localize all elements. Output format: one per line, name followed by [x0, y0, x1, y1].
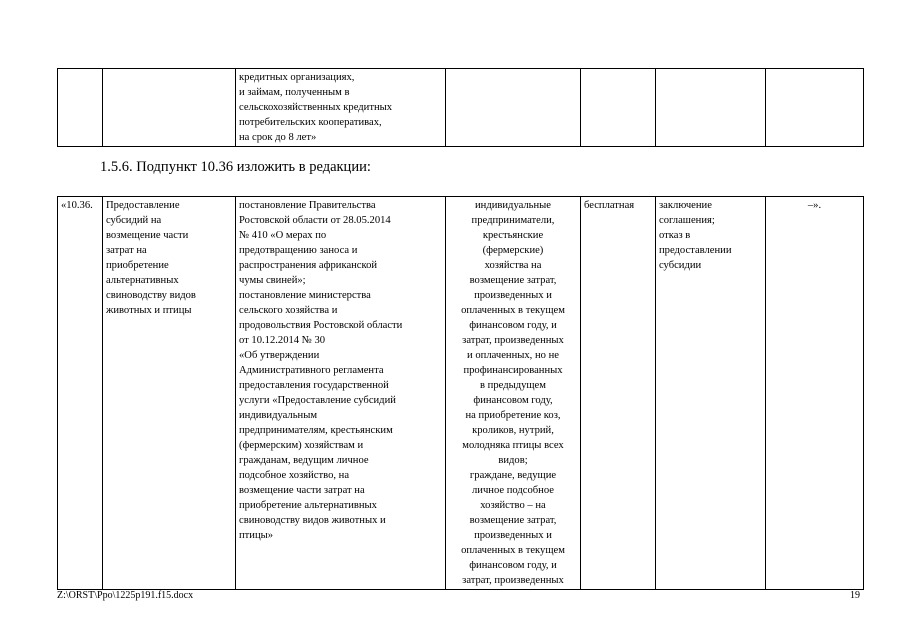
text-line: и займам, полученным в: [239, 87, 350, 98]
cell: [766, 69, 864, 147]
text-line: продовольствия Ростовской области: [239, 320, 403, 331]
text-line: молодняка птицы всех: [462, 440, 564, 451]
last-cell: –».: [766, 197, 864, 590]
text-line: «Об утверждении: [239, 350, 320, 361]
text-line: птицы»: [239, 530, 274, 541]
text-line: постановление Правительства: [239, 200, 376, 211]
text-line: предоставлении: [659, 245, 732, 256]
text-line: возмещение затрат,: [469, 275, 557, 286]
text-line: финансовом году, и: [469, 320, 557, 331]
text-line: от 10.12.2014 № 30: [239, 335, 326, 346]
text-line: № 410 «О мерах по: [239, 230, 327, 241]
text-line: чумы свиней»;: [239, 275, 306, 286]
text-line: Ростовской области от 28.05.2014: [239, 215, 391, 226]
text-line: в предыдущем: [480, 380, 546, 391]
cell: [103, 69, 236, 147]
text-line: и оплаченных, но не: [467, 350, 559, 361]
text-line: личное подсобное: [472, 485, 554, 496]
page-number: 19: [850, 590, 860, 601]
text-line: возмещение части затрат на: [239, 485, 365, 496]
basis-cell: [236, 69, 446, 147]
result: [656, 197, 766, 590]
text-line: возмещение затрат,: [469, 515, 557, 526]
text-line: финансовом году, и: [469, 560, 557, 571]
text-line: оплаченных в текущем: [461, 545, 565, 556]
text-line: сельскохозяйственных кредитных: [239, 102, 393, 113]
text-line: предоставления государственной: [239, 380, 389, 391]
text-line: возмещение части: [106, 230, 189, 241]
text-line: затрат, произведенных: [462, 575, 564, 586]
text-line: потребительских кооперативах,: [239, 117, 382, 128]
text-line: затрат, произведенных: [462, 335, 564, 346]
recipients: [446, 197, 581, 590]
text-line: Административного регламента: [239, 365, 384, 376]
text-line: предпринимателям, крестьянским: [239, 425, 393, 436]
text-line: свиноводству видов животных и: [239, 515, 386, 526]
text-line: сельского хозяйства и: [239, 305, 338, 316]
text-line: (фермерские): [482, 245, 544, 256]
cell: [656, 69, 766, 147]
text-line: профинансированных: [463, 365, 563, 376]
text-line: на срок до 8 лет»: [239, 132, 317, 143]
text-line: хозяйство – на: [480, 500, 546, 511]
text-line: граждане, ведущие: [469, 470, 557, 481]
text-line: подсобное хозяйство, на: [239, 470, 350, 481]
text-line: альтернативных: [106, 275, 179, 286]
text-line: видов;: [498, 455, 528, 466]
text-line: произведенных и: [474, 530, 552, 541]
text-line: постановление министерства: [239, 290, 371, 301]
service-name: [103, 197, 236, 590]
legal-basis: [236, 197, 446, 590]
text-line: крестьянские: [482, 230, 544, 241]
cost: бесплатная: [581, 197, 656, 590]
cell: [581, 69, 656, 147]
cell: [446, 69, 581, 147]
text-line: гражданам, ведущим личное: [239, 455, 369, 466]
text-line: произведенных и: [474, 290, 552, 301]
text-line: распространения африканской: [239, 260, 378, 271]
text-line: отказ в: [659, 230, 691, 241]
text-line: на приобретение коз,: [465, 410, 561, 421]
text-line: приобретение альтернативных: [239, 500, 377, 511]
text-line: индивидуальным: [239, 410, 318, 421]
text-line: приобретение: [106, 260, 169, 271]
text-line: кроликов, нутрий,: [472, 425, 554, 436]
text-line: предотвращению заноса и: [239, 245, 358, 256]
text-line: животных и птицы: [106, 305, 192, 316]
section-heading: 1.5.6. Подпункт 10.36 изложить в редакции:: [100, 159, 371, 175]
text-line: заключение: [659, 200, 712, 211]
text-line: услуги «Предоставление субсидий: [239, 395, 396, 406]
text-line: (фермерским) хозяйствам и: [239, 440, 364, 451]
text-line: субсидии: [659, 260, 702, 271]
text-line: индивидуальные: [474, 200, 552, 211]
table-top: [57, 68, 864, 147]
cell: [58, 69, 103, 147]
text-line: предприниматели,: [471, 215, 555, 226]
text-line: финансовом году,: [473, 395, 553, 406]
file-path: Z:\ORST\Ppo\1225p191.f15.docx: [57, 590, 194, 601]
item-number: «10.36.: [58, 197, 103, 590]
table-main: [57, 196, 864, 590]
text-line: Предоставление: [106, 200, 180, 211]
text-line: хозяйства на: [484, 260, 542, 271]
text-line: затрат на: [106, 245, 147, 256]
text-line: свиноводству видов: [106, 290, 196, 301]
text-line: соглашения;: [659, 215, 715, 226]
text-line: оплаченных в текущем: [461, 305, 565, 316]
text-line: кредитных организациях,: [239, 72, 355, 83]
text-line: субсидий на: [106, 215, 162, 226]
